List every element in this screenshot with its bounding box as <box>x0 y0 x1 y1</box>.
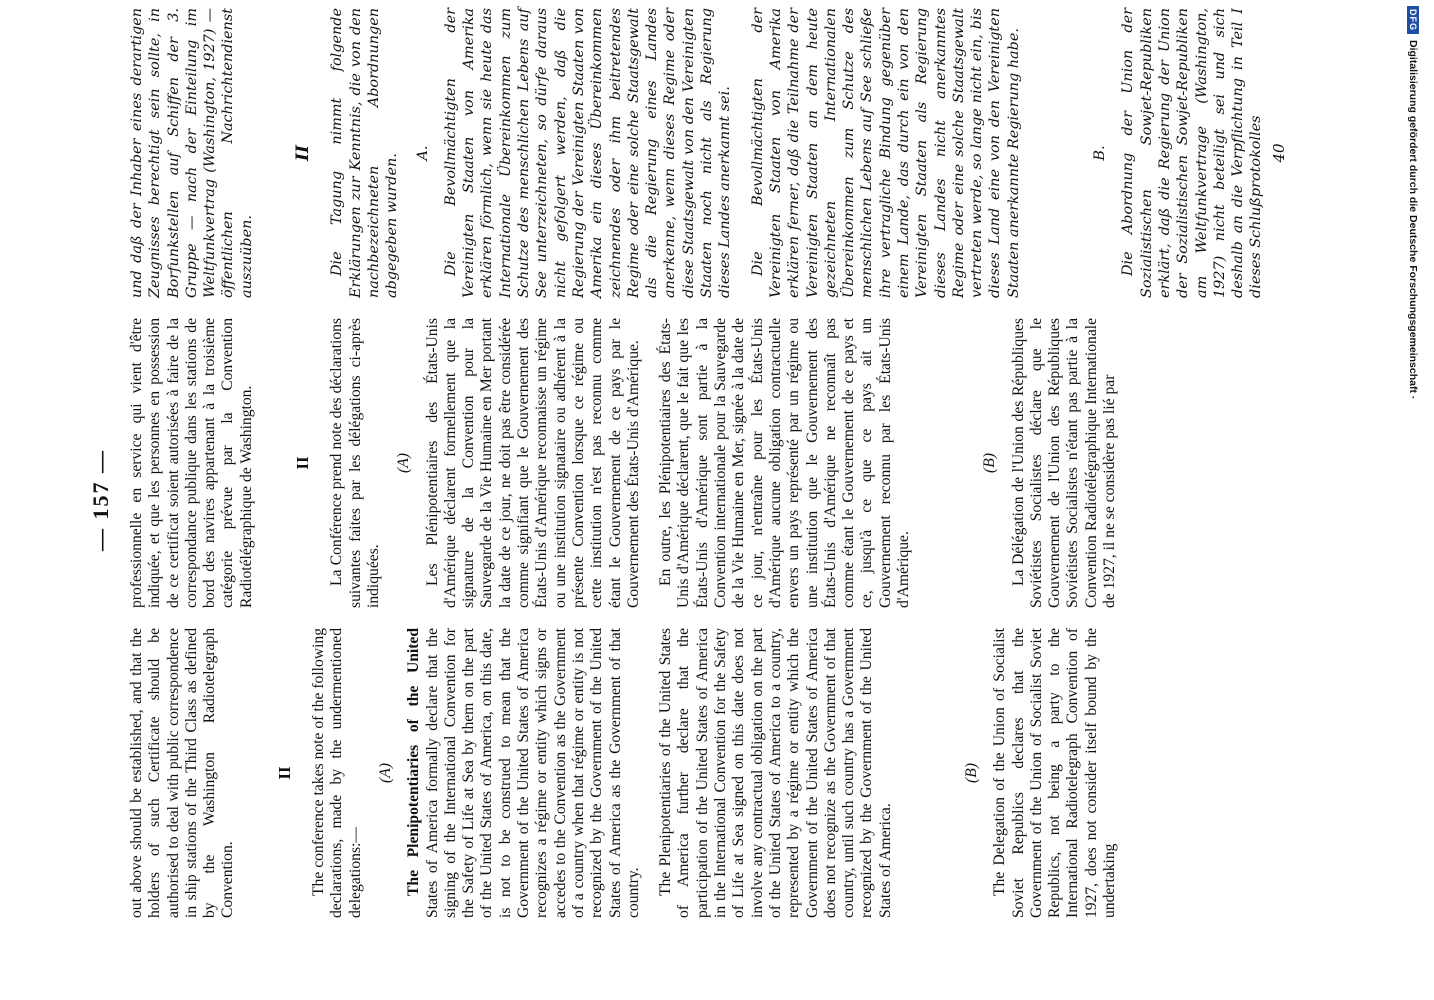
english-subsection-b-paragraph: The Delegation of the Union of Socialist Soviet Republics declares that the Government of the Union of Socialist Soviet Republics, not being a party to the International Radiotelegraph Convention of 1927, does not consider itself bound by the undertaking <box>991 628 1119 918</box>
french-subsection-a-paragraph-2: En outre, les Plénipotentiaires des États-Unis d'Amérique déclarent, que le fait que les États-Unis d'Amérique sont partie à la Convention internationale pour la Sauvegarde de la Vie Humaine en Mer, signée à la date de ce jour, n'entraîne pour les États-Unis d'Amérique aucune obligation contractuelle envers un pays représenté par un régime ou une institution que le Gouvernement des États-Unis d'Amérique ne reconnaît pas comme étant le Gouvernement de ce pays et ce, jusqu'à ce que ce pays ait un Gouvernement reconnu par les États-Unis d'Amérique. <box>657 318 912 608</box>
english-subsection-a-paragraph <box>405 628 643 918</box>
german-subsection-b-label: B. <box>1092 145 1109 161</box>
english-subsection-b-label: (B) <box>962 763 980 783</box>
page-number: — 157 — <box>88 449 113 551</box>
english-subsection-a-lead: The Plenipotentiaries of the United <box>405 628 423 896</box>
folio-number: 40 <box>1269 143 1288 163</box>
german-section-text: Die Tagung nimmt folgende Erklärungen zur Kenntnis, die von den nachbezeichneten Abordnungen abgegeben wurden. <box>329 8 401 298</box>
german-subsection-b-paragraph: Die Abordnung der Union der Sozialistischen Sowjet-Republiken erklärt, daß die Regierung der Union der Sozialistischen Sowjet-Republiken am Weltfunkvertrage (Washington, 1927) nicht beteiligt sei und sich deshalb an die Verpflichtung in Teil I dieses Schlußprotokolles <box>1120 8 1265 298</box>
french-subsection-a-paragraph: Les Plénipotentiaires des États-Unis d'Amérique déclarent formellement que la signature de la Convention pour la Sauvegarde de la Vie Humaine en Mer portant la date de ce jour, ne doit pas être considérée comme signifiant que le Gouvernement des États-Unis d'Amérique reconnaisse un régime ou une institution signataire ou adhérent à la présente Convention lorsque ce régime ou cette institution n'est pas reconnu comme étant le Gouvernement de ce pays par le Gouvernement des États-Unis d'Amérique. <box>423 318 642 608</box>
german-column <box>128 8 1288 298</box>
english-section-heading: II <box>274 766 294 780</box>
dfg-logo: DFG <box>1407 6 1419 34</box>
digitization-credit <box>1404 6 1430 996</box>
english-section-text: The conference takes note of the following declarations, made by the undermentioned delegations:— <box>310 628 364 918</box>
french-subsection-b-label: (B) <box>981 453 999 473</box>
french-subsection-a-label: (A) <box>395 453 413 473</box>
french-intro-paragraph: professionnelle en service qui vient d'être indiquée, et que les personnes en possession de ce certificat soient autorisées à faire de la correspondance publique dans les stations de bord des navires appartenant à la troisième catégorie prévue par la Convention Radiotélégraphique de Washington. <box>128 318 255 608</box>
german-subsection-a-paragraph-2: Die Bevollmächtigten der Vereinigten Staaten von Amerika erklären ferner, daß die Teilnahme der Vereinigten Staaten an dem heute gezeichneten Internationalen Übereinkommen zum Schutze des menschlichen Lebens auf See schließe ihre vertragliche Bindung gegenüber einem Lande, das durch ein von den Vereinigten Staaten als Regierung dieses Landes nicht anerkanntes Regime oder eine solche Staatsgewalt vertreten werde, so lange nicht ein, bis dieses Land eine von den Vereinigten Staaten anerkannte Regierung habe. <box>749 8 1022 298</box>
german-subsection-a-paragraph: Die Bevollmächtigten der Vereinigten Staaten von Amerika erklären förmlich, wenn sie heute das Internationale Übereinkommen zum Schutze des menschlichen Lebens auf See unterzeichneten, so dürfe daraus nicht gefolgert werden, daß die Regierung der Vereinigten Staaten von Amerika ein dieses Übereinkommen zeichnendes oder ihm beitretendes Regime oder eine solche Staatsgewalt als die Regierung eines Landes anerkenne, wenn dieses Regime oder diese Staatsgewalt von den Vereinigten Staaten noch nicht als Regierung dieses Landes anerkannt sei. <box>442 8 734 298</box>
german-subsection-a-label: A. <box>414 145 431 161</box>
digitization-credit-text: Digitalisierung gefördert durch die Deutsche Forschungsgemeinschaft · <box>1407 40 1419 400</box>
english-subsection-a-text: States of America formally declare that the signing of the International Convention for the Safety of Life at Sea by them on the part of the United States of America, on this date, is not to be construed to mean that the Government of the United States of America recognizes a régime or entity which signs or accedes to the Convention as the Government of a country when that régime or entity is not recognized by the Government of the United States of America as the Government of that country. <box>423 628 642 918</box>
english-subsection-a-paragraph-2: The Plenipotentiaries of the United States of America further declare that the participation of the United States of America in the International Convention for the Safety of Life at Sea signed on this date does not involve any contractual obligation on the part of the United States of America to a country, represented by a régime or entity which the Government of the United States of America does not recognize as the Government of that country, until such country has a Government recognized by the Government of the United States of America. <box>657 628 894 918</box>
french-column <box>128 318 1119 608</box>
english-column <box>128 628 1119 918</box>
english-subsection-a-label: (A) <box>376 763 394 783</box>
french-section-text: La Conférence prend note des déclarations suivantes faites par les délégations ci-après indiquées. <box>328 318 382 608</box>
german-intro-paragraph: und daß der Inhaber eines derartigen Zeugnisses berechtigt sein sollte, in Borfunkstellen auf Schiffen der 3. Gruppe — nach der Einteilung im Weltfunkvertrag (Washington, 1927) — öffentlichen Nachrichtendienst auszuüben. <box>129 8 255 298</box>
french-subsection-b-paragraph: La Délégation de l'Union des Républiques Soviétistes Socialistes déclare que le Gouvernement de l'Union des Républiques Soviétistes Socialistes n'étant pas partie à la Convention Radiotélégraphique Internationale de 1927, il ne se considère pas lié par <box>1009 318 1119 608</box>
german-section-heading: II <box>293 145 314 161</box>
english-intro-paragraph: out above should be established, and that the holders of such Certificate should be authorised to deal with public correspondence in ship stations of the Third Class as defined by the Washington Radiotelegraph Convention. <box>128 628 237 918</box>
french-section-heading: II <box>293 456 313 470</box>
